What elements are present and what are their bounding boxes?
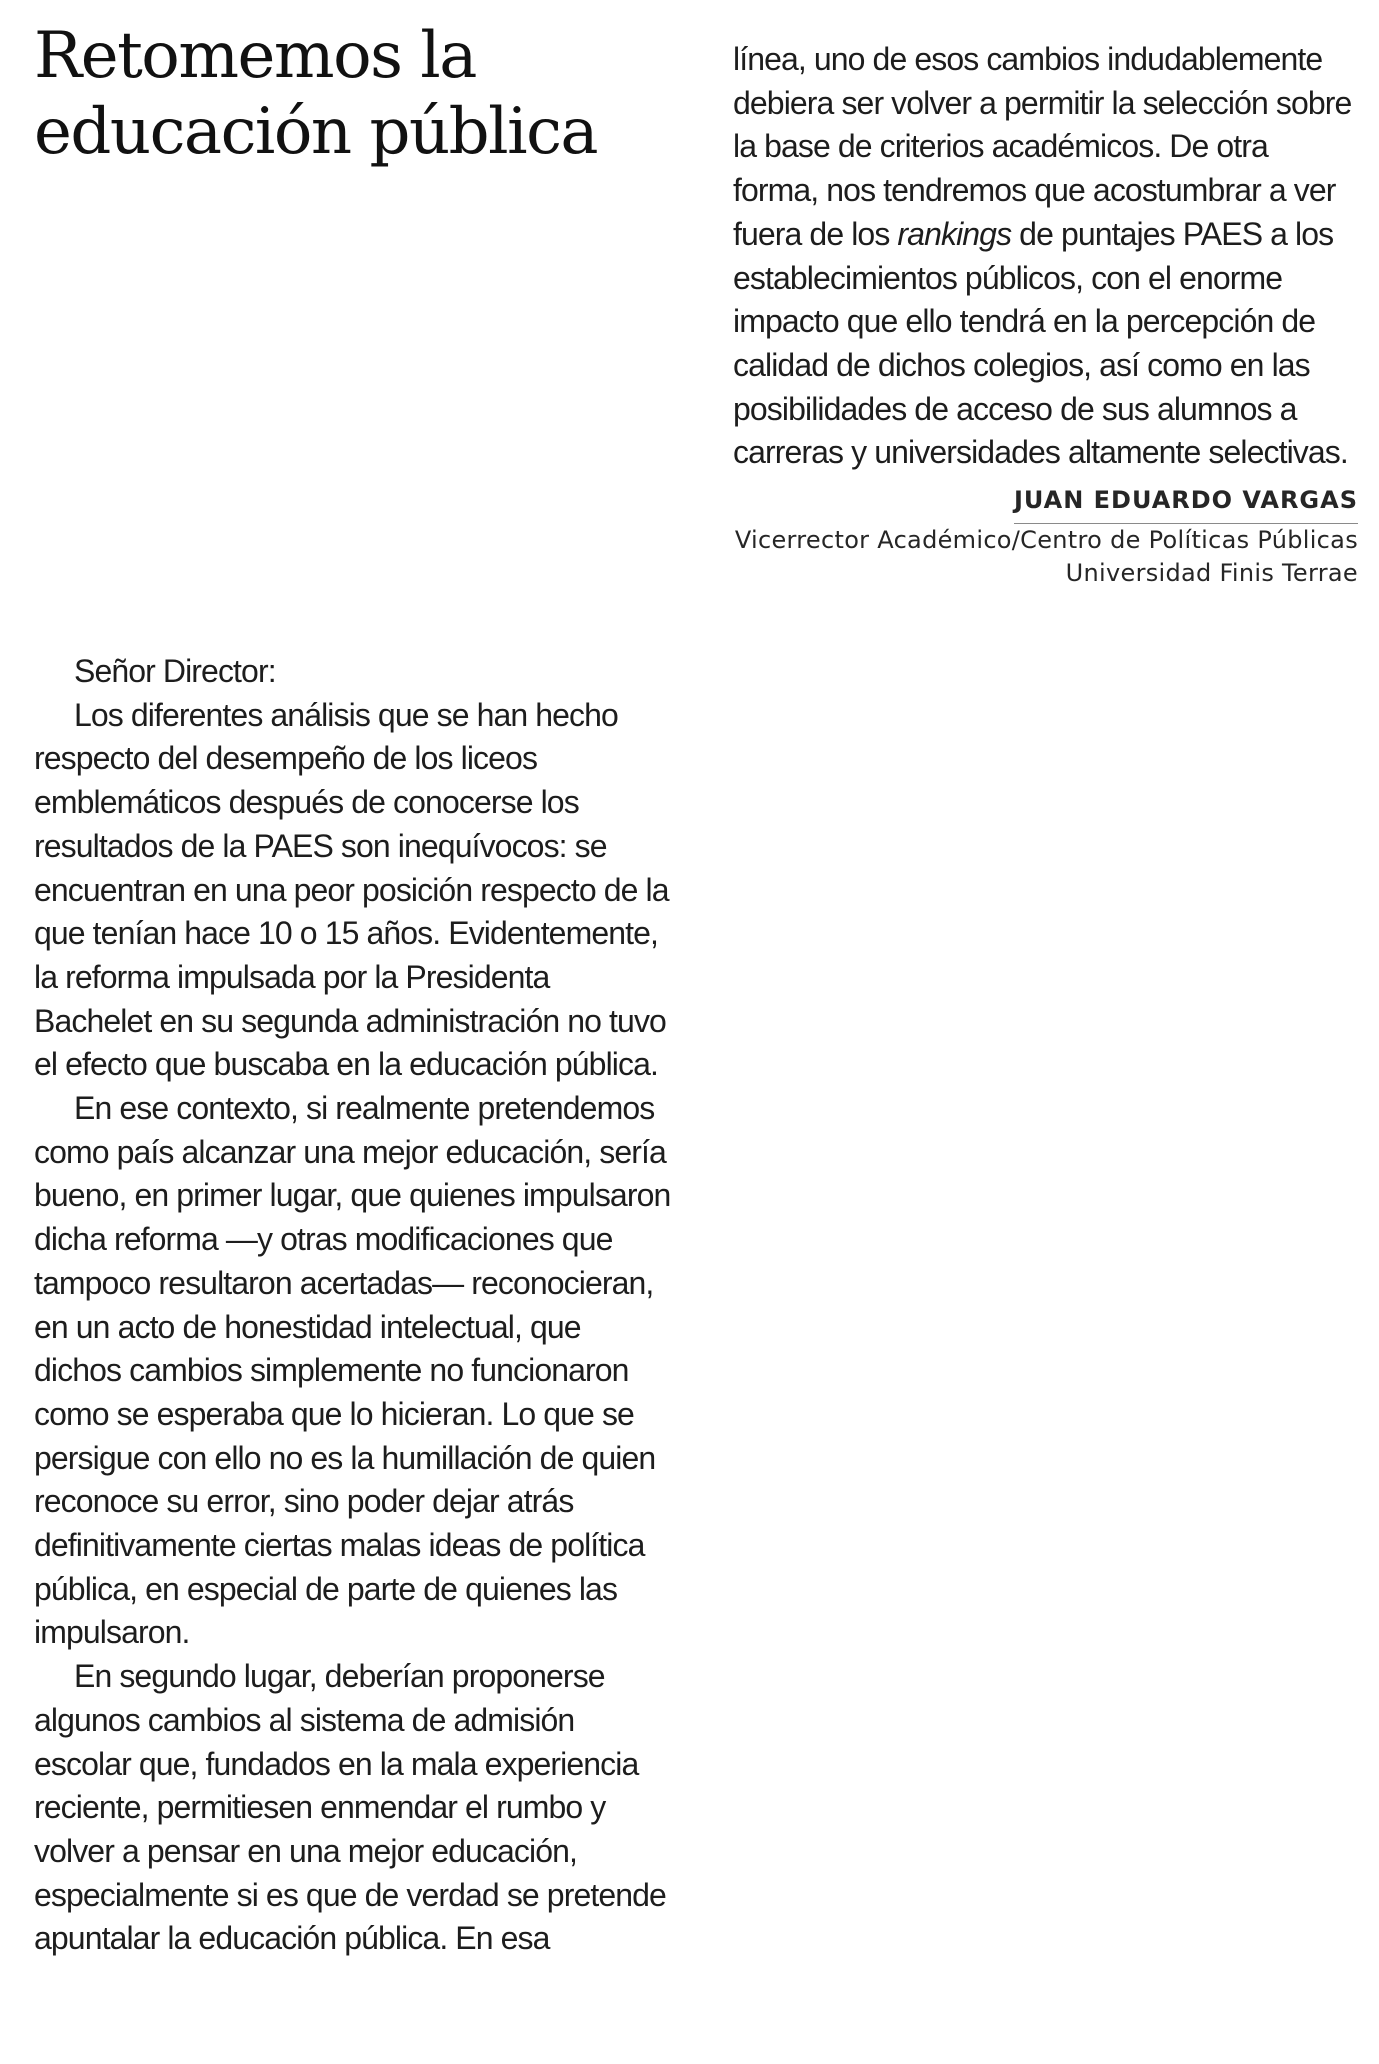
paragraph-1: Los diferentes análisis que se han hecho respecto del desempeño de los liceos emblemáticos después de conocerse los resultados de la PAES son inequívocos: se encuentran en una peor posición respecto de la que tenían hace 10 o 15 años. Evidentemente, la reforma impulsada por la Presidenta Bachelet en su segunda administración no tuvo el efecto que buscaba en la educación pública. bbox=[34, 696, 669, 1083]
right-column bbox=[733, 38, 1358, 590]
left-column bbox=[34, 650, 674, 1961]
continuation-text-start: línea, uno de esos cambios indudablemente debiera ser volver a permitir la selección sobre la base de criterios académicos. De otra forma, nos tendremos que acostumbrar a ver fuera de los bbox=[733, 41, 1352, 252]
paragraph-2: En ese contexto, si realmente pretendemos como país alcanzar una mejor educación, sería bueno, en primer lugar, que quienes impulsaron dicha reforma —y otras modificaciones que tampoco resultaron acertadas— reconocieran, en un acto de honestidad intelectual, que dichos cambios simplemente no funcionaron como se esperaba que lo hicieran. Lo que se persigue con ello no es la humillación de quien reconoce su error, sino poder dejar atrás definitivamente ciertas malas ideas de política pública, en especial de parte de quienes las impulsaron. bbox=[34, 1090, 671, 1651]
salutation: Señor Director: bbox=[74, 653, 276, 689]
article-headline: Retomemos la educación pública bbox=[34, 19, 598, 169]
italic-term: rankings bbox=[897, 215, 1012, 252]
author-signature bbox=[733, 481, 1358, 590]
paragraph-3: En segundo lugar, deberían proponerse algunos cambios al sistema de admisión escolar que, fundados en la mala experiencia reciente, permitiesen enmendar el rumbo y volver a pensar en una mejor educación, especialmente si es que de verdad se pretende apuntalar la educación pública. En esa bbox=[34, 1658, 666, 1957]
continuation-text-end: de puntajes PAES a los establecimientos públicos, con el enorme impacto que ello tendrá en la percepción de calidad de dichos colegios, así como en las posibilidades de acceso de sus alumnos a carreras y universidades altamente selectivas. bbox=[733, 215, 1348, 471]
author-name: JUAN EDUARDO VARGAS bbox=[1014, 481, 1358, 524]
author-institution: Universidad Finis Terrae bbox=[1065, 559, 1358, 588]
author-position: Vicerrector Académico/Centro de Políticas Públicas bbox=[734, 526, 1358, 555]
body-continuation bbox=[733, 38, 1358, 475]
